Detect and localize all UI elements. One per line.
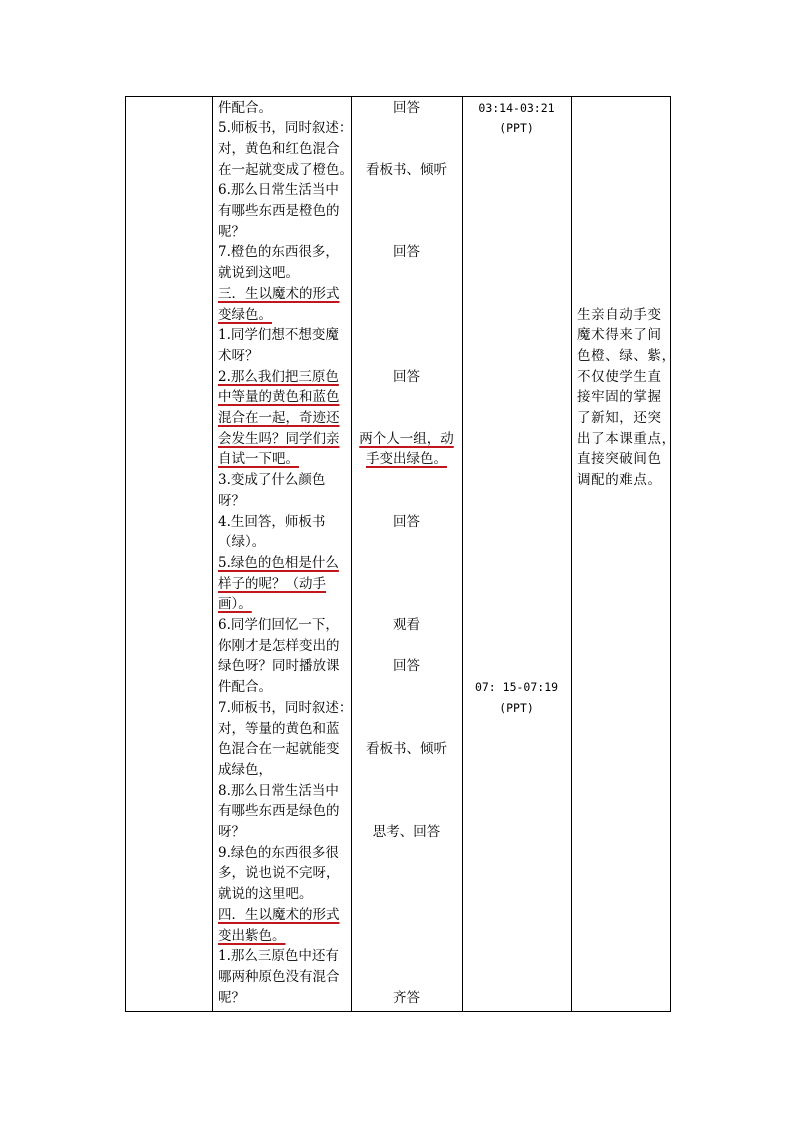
teaching-process-line: 就说到这吧。 <box>218 265 299 282</box>
student-activity-line: 齐答 <box>393 989 420 1006</box>
teaching-process-line: 件配合。 <box>218 679 272 696</box>
design-intent-line: 不仅使学生直 <box>577 368 662 385</box>
teaching-process-line: （绿）。 <box>218 534 266 551</box>
teaching-process-line: 样子的呢？（动手 <box>218 575 326 592</box>
teaching-process-line: 8.那么日常生活当中 <box>218 782 339 799</box>
time-media-line: (PPT) <box>499 700 534 715</box>
teaching-process-line: 呀？ <box>218 492 245 509</box>
teaching-process-line: 5.师板书，同时叙述： <box>218 120 353 137</box>
teaching-process-line: 绿色呀？同时播放课 <box>218 658 340 675</box>
teaching-process-line: 4.生回答，师板书 <box>218 513 326 530</box>
student-activity-line: 看板书、倾听 <box>366 741 447 758</box>
design-intent-line: 直接突破间色 <box>577 451 662 468</box>
student-activity-line: 两个人一组，动 <box>359 430 454 447</box>
teaching-process-line: 1.同学们想不想变魔 <box>218 327 339 344</box>
teaching-process-line: 呀？ <box>218 824 245 840</box>
teaching-process-line: 混合在一起，奇迹还 <box>218 410 340 426</box>
teaching-process-line: 在一起就变成了橙色。 <box>218 161 353 178</box>
student-activity-column <box>351 97 462 1011</box>
teaching-process-line: 色混合在一起就能变 <box>218 741 340 758</box>
lesson-plan-table <box>125 96 676 1012</box>
teaching-process-line: 呢？ <box>218 223 245 240</box>
time-media-line: (PPT) <box>499 121 534 136</box>
teaching-process-line: 画）。 <box>218 596 252 613</box>
student-activity-line: 回答 <box>393 513 420 530</box>
design-intent-line: 出了本课重点， <box>577 430 676 447</box>
teaching-process-line: 2.那么我们把三原色 <box>218 368 339 385</box>
design-intent-line: 魔术得来了间 <box>577 327 662 344</box>
teaching-process-line: 多，说也说不完呀， <box>218 865 340 882</box>
teaching-process-line: 9.绿色的东西很多很 <box>218 844 339 861</box>
teaching-process-line: 3.变成了什么颜色 <box>218 472 326 489</box>
student-activity-line: 回答 <box>393 368 420 385</box>
teaching-process-line: 中等量的黄色和蓝色 <box>218 389 340 406</box>
teaching-process-line: 5.绿色的色相是什么 <box>218 554 339 571</box>
teaching-process-line: 1.那么三原色中还有 <box>218 948 339 965</box>
teaching-process-line: 有哪些东西是绿色的 <box>218 803 340 820</box>
teaching-process-line: 三．生以魔术的形式 <box>218 285 340 302</box>
teaching-process-line: 术呀？ <box>218 347 259 364</box>
time-media-line: 07: 15-07:19 <box>474 680 559 695</box>
teaching-process-line: 自试一下吧。 <box>218 451 299 468</box>
teaching-process-line: 你刚才是怎样变出的 <box>218 637 340 654</box>
teaching-process-line: 6.同学们回忆一下， <box>218 617 339 633</box>
teaching-process-line: 变绿色。 <box>218 306 272 323</box>
teaching-process-column <box>212 97 351 1011</box>
teaching-process-line: 会发生吗？同学们亲 <box>218 430 340 447</box>
time-media-line: 03:14-03:21 <box>478 100 555 115</box>
teaching-process-line: 7.师板书，同时叙述： <box>218 699 353 716</box>
stage-column <box>126 97 212 1011</box>
design-intent-line: 生亲自动手变 <box>577 306 662 323</box>
design-intent-line: 了新知，还突 <box>577 410 662 426</box>
student-activity-line: 手变出绿色。 <box>366 451 447 468</box>
student-activity-line: 回答 <box>393 99 420 116</box>
teaching-process-line: 7.橙色的东西很多， <box>218 244 339 261</box>
teaching-process-line: 6.那么日常生活当中 <box>218 182 339 199</box>
student-activity-line: 回答 <box>393 244 420 261</box>
student-activity-line: 回答 <box>393 658 420 675</box>
time-media-column <box>462 97 571 1011</box>
design-intent-line: 调配的难点。 <box>577 472 662 489</box>
design-intent-line: 接牢固的掌握 <box>577 389 662 406</box>
teaching-process-line: 四．生以魔术的形式 <box>218 906 340 923</box>
teaching-process-line: 就说的这里吧。 <box>218 886 313 903</box>
student-activity-line: 思考、回答 <box>372 824 441 840</box>
teaching-process-line: 对，黄色和红色混合 <box>218 140 340 157</box>
design-intent-line: 色橙、绿、紫， <box>577 347 676 364</box>
design-intent-column <box>571 97 676 1011</box>
teaching-process-line: 哪两种原色没有混合 <box>218 968 340 985</box>
teaching-process-line: 有哪些东西是橙色的 <box>218 203 340 219</box>
student-activity-line: 观看 <box>393 617 420 633</box>
teaching-process-line: 变出紫色。 <box>218 927 286 944</box>
teaching-process-line: 成绿色， <box>218 761 272 778</box>
teaching-process-line: 件配合。 <box>218 99 272 116</box>
teaching-process-line: 对，等量的黄色和蓝 <box>218 720 340 737</box>
teaching-process-line: 呢？ <box>218 989 245 1006</box>
student-activity-line: 看板书、倾听 <box>366 161 447 178</box>
